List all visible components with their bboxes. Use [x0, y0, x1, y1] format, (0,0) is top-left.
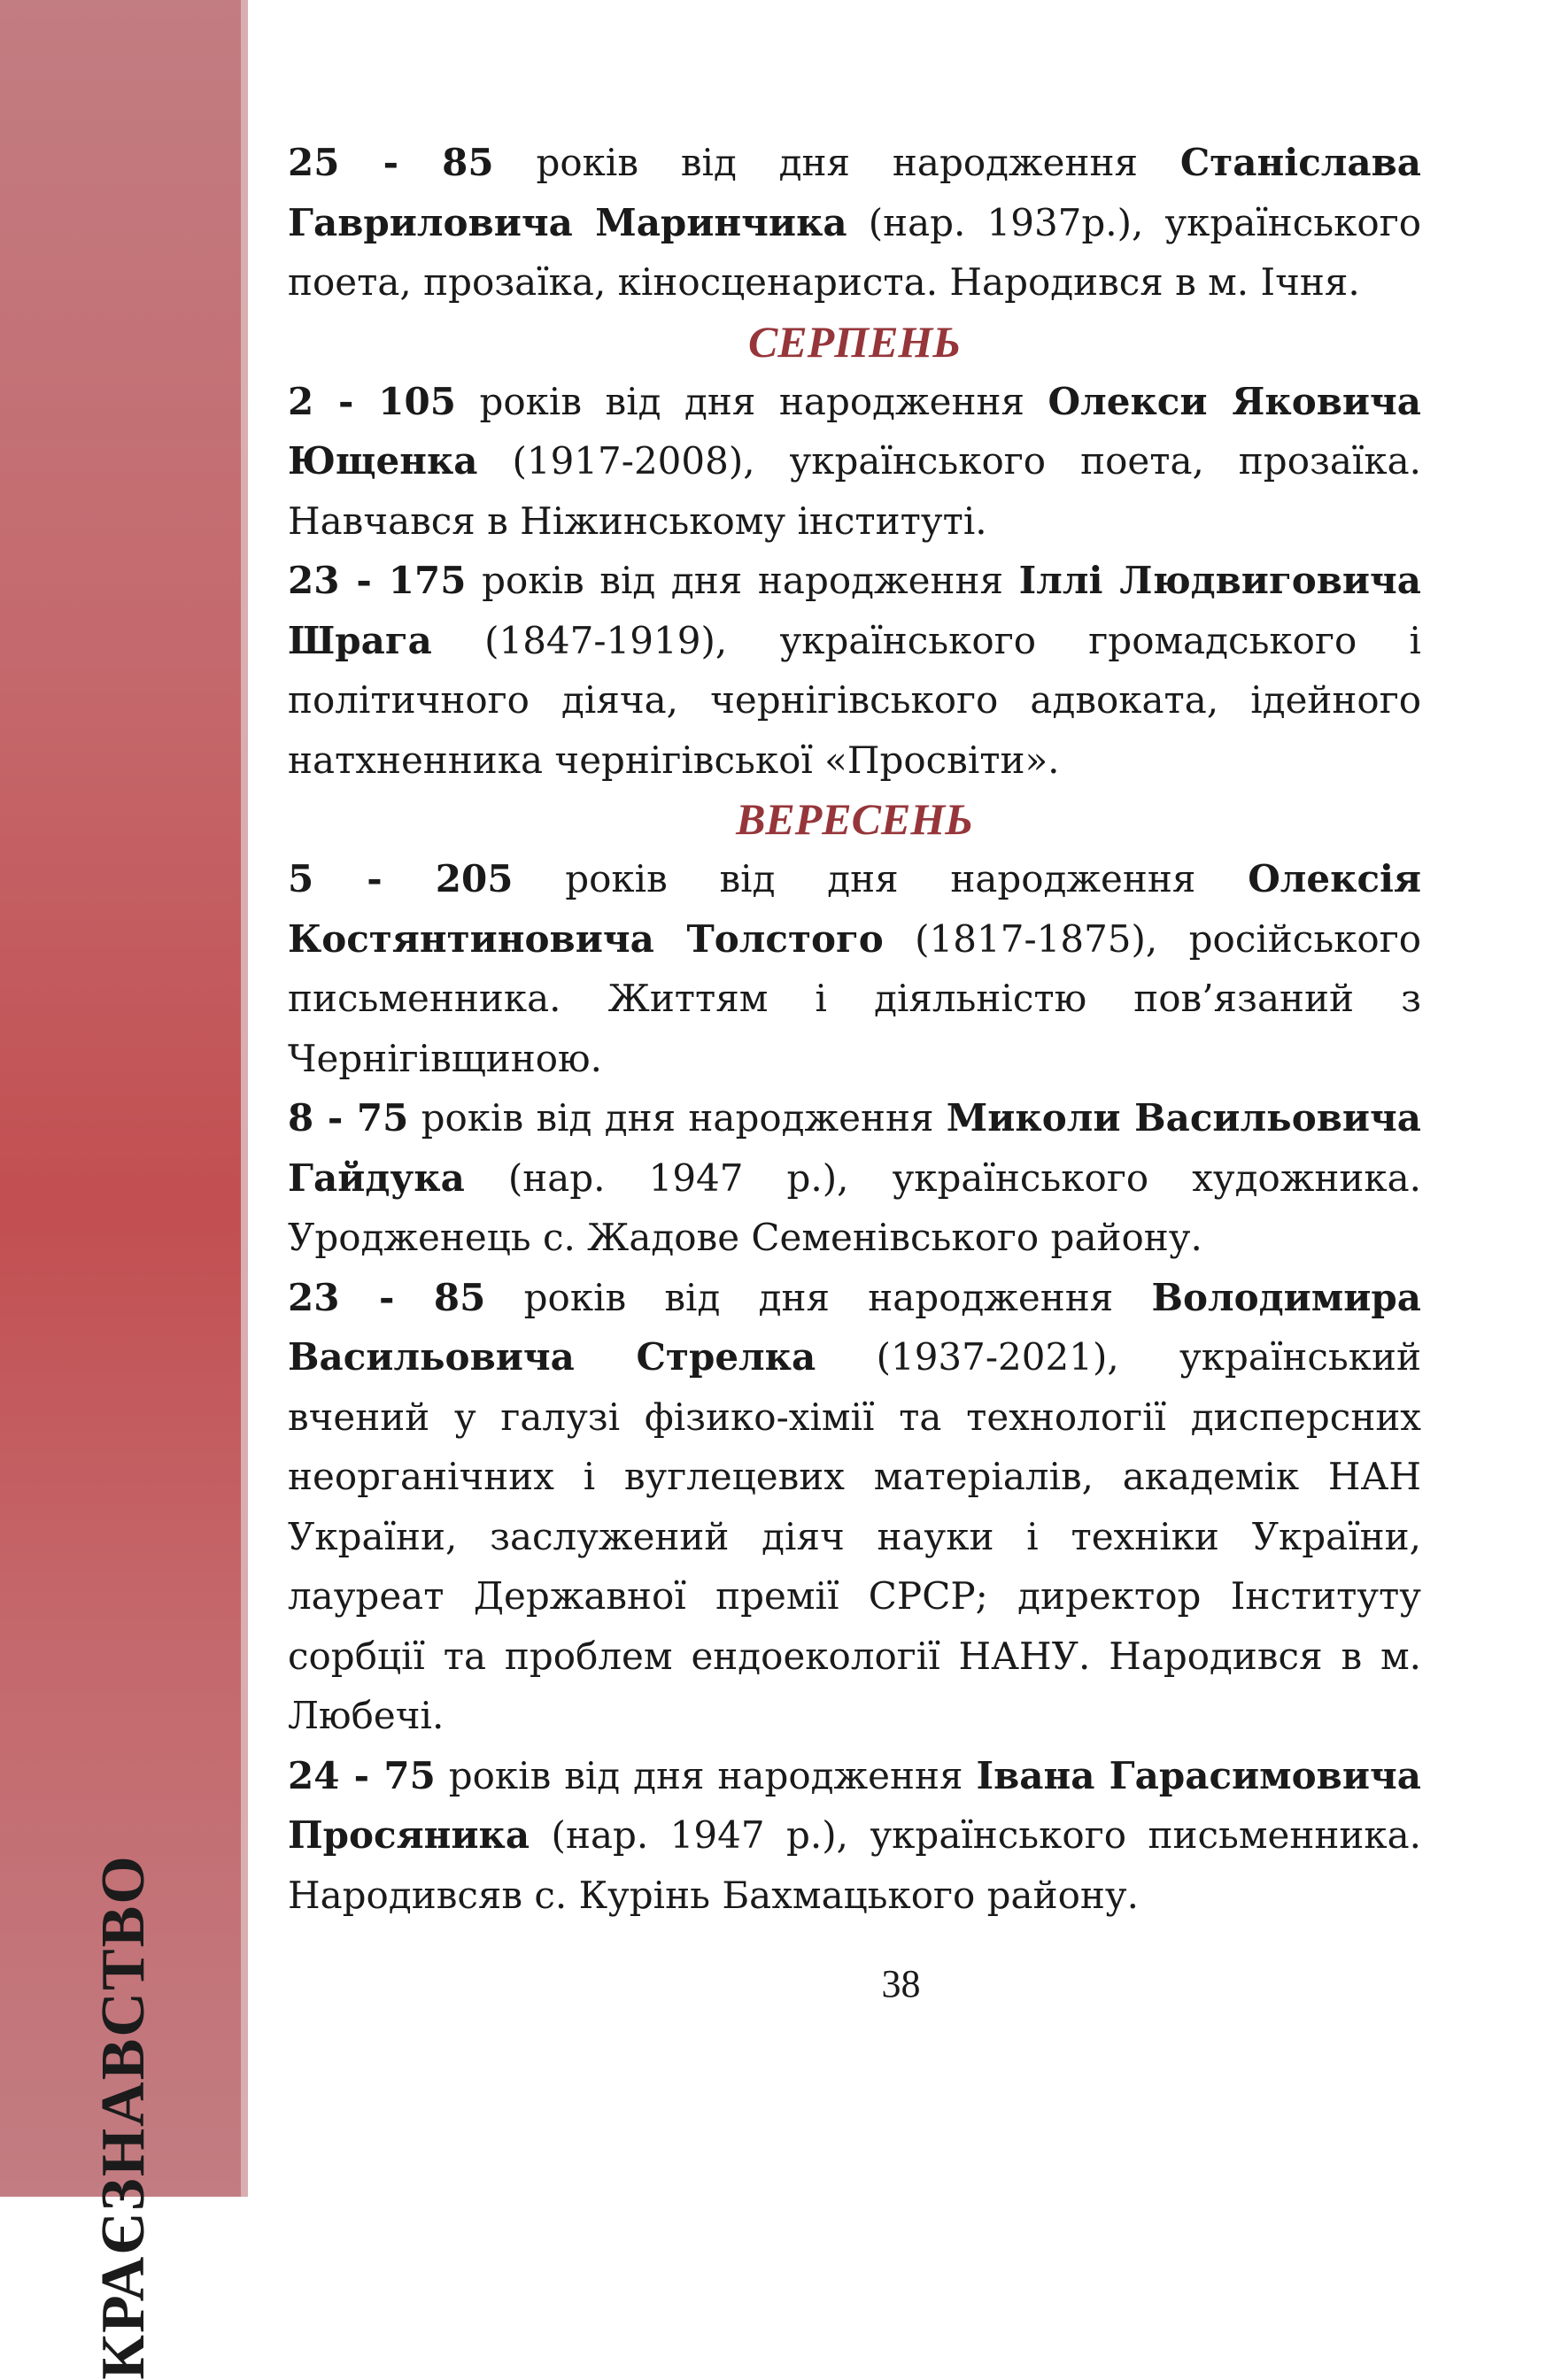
entry-text: (нар. 1937р.), українського поета, прозаїка, кіносценариста. Народився в м. Ічня.	[288, 200, 1421, 304]
entry-date: 24 - 75	[288, 1753, 436, 1797]
entry-pre: років від дня народження	[455, 379, 1048, 423]
entry-date: 5 - 205	[288, 857, 514, 900]
entry-person: Станіслава Гавриловича Маринчика	[288, 141, 1421, 244]
entry-person: Миколи Васильовича Гайдука	[288, 1096, 1421, 1200]
sidebar-band	[0, 0, 248, 2380]
entry	[288, 133, 1421, 313]
entry-person: Олексія Костянтиновича Толстого	[288, 857, 1421, 961]
entry-date: 23 - 85	[288, 1275, 486, 1319]
entry-pre: років від дня народження	[513, 857, 1249, 900]
entry-pre: років від дня народження	[408, 1096, 947, 1140]
entry-pre: років від дня народження	[493, 141, 1180, 184]
entry-date: 25 - 85	[288, 141, 494, 184]
entry-person: Володимира Васильовича Стрелка	[288, 1275, 1421, 1379]
sidebar-label-text: КРАЄЗНАВСТВО	[89, 1854, 158, 2380]
entry	[288, 1088, 1421, 1268]
page-number: 38	[881, 1962, 921, 2005]
entry	[288, 551, 1421, 790]
entry-text: (1937-2021), український вчений у галузі фізико-хімії та технології дисперсних неорганічних і вуглецевих матеріалів, академік НАН України, заслужений діяч науки і техніки України, лауреат Державної премії СРСР; директор Інституту сорбції та проблем ендоекології НАНУ. Народився в м. Любечі.	[288, 1335, 1421, 1737]
entry	[288, 1268, 1421, 1746]
entry-text: (1917-2008), українського поета, прозаїка. Навчався в Ніжинському інституті.	[288, 439, 1421, 543]
entry	[288, 849, 1421, 1088]
page-content	[288, 133, 1421, 1925]
entry-person: Іллі Людвиговича Шрага	[288, 559, 1422, 662]
entry	[288, 1746, 1421, 1926]
entry-text: (нар. 1947 р.), українського письменника. Народивсяв с. Курінь Бахмацького району.	[288, 1813, 1421, 1917]
sidebar-label	[89, 1854, 159, 2380]
entry-date: 2 - 105	[288, 379, 456, 423]
entry-pre: років від дня народження	[466, 559, 1019, 602]
month-heading: ВЕРЕСЕНЬ	[736, 794, 973, 844]
entry-person: Івана Гарасимовича Просяника	[288, 1753, 1421, 1857]
entry-date: 23 - 175	[288, 559, 467, 602]
entry-person: Олекси Яковича Ющенка	[288, 379, 1421, 483]
entry	[288, 372, 1421, 552]
entry-text: (1847-1919), українського громадського і політичного діяча, чернігівського адвоката, ідейного натхненника чернігівської «Просвіти».	[288, 618, 1421, 782]
entry-pre: років від дня народження	[485, 1275, 1152, 1319]
entry-text: (нар. 1947 р.), українського художника. Уродженець с. Жадове Семенівського району.	[288, 1155, 1421, 1259]
entry-date: 8 - 75	[288, 1096, 409, 1140]
entry-pre: років від дня народження	[435, 1753, 977, 1797]
month-heading: СЕРПЕНЬ	[747, 316, 962, 367]
entry-text: (1817-1875), російського письменника. Життям і діяльністю пов’язаний з Чернігівщиною.	[288, 916, 1422, 1080]
